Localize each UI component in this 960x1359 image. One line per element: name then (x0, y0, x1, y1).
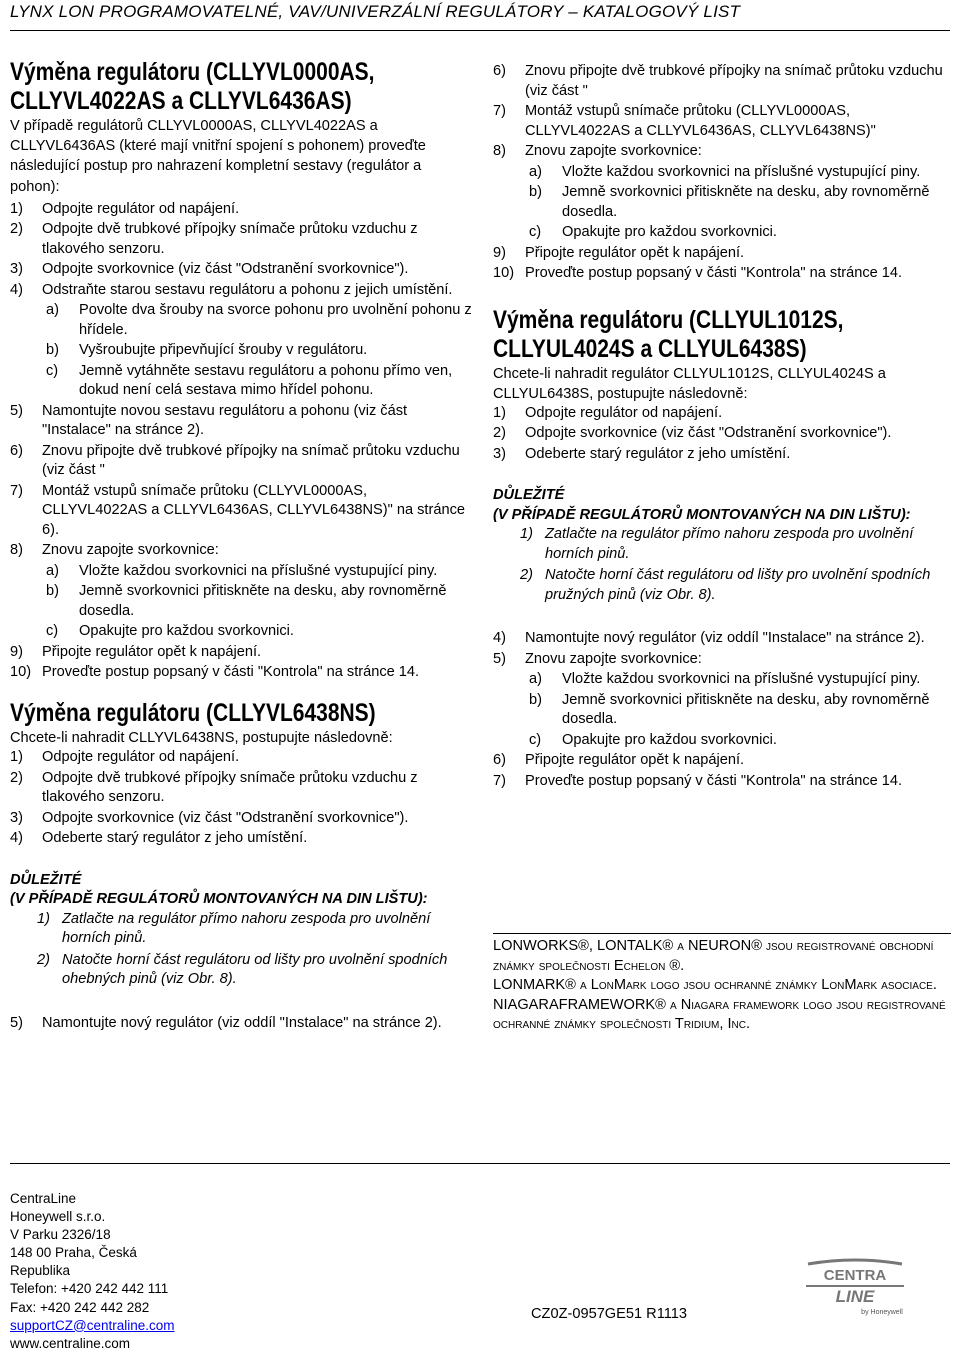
item-number: 8) (493, 143, 506, 159)
item-number: 2) (37, 951, 50, 968)
item-number: a) (529, 671, 542, 688)
item-number: c) (46, 362, 59, 379)
sub-step-item (10, 362, 472, 401)
step-list (10, 200, 472, 301)
step-list (10, 402, 472, 561)
item-text: Odeberte starý regulátor z jeho umístění. (42, 830, 308, 847)
important-note (493, 486, 953, 605)
trademark-notes (493, 937, 953, 1035)
item-text: Znovu zapojte svorkovnice: (42, 542, 219, 559)
item-number: 3) (10, 809, 23, 826)
page-header-title: LYNX LON PROGRAMOVATELNÉ, VAV/UNIVERZÁLNÍ REGULÁTORY – KATALOGOVÝ LIST (10, 2, 741, 21)
item-text: Odpojte regulátor od napájení. (42, 749, 240, 766)
sub-step-item (10, 341, 472, 361)
item-text: Vložte každou svorkovnici na příslušné vystupující piny. (79, 562, 438, 579)
item-text: Znovu zapojte svorkovnice: (525, 650, 702, 667)
item-text: Připojte regulátor opět k napájení. (525, 244, 745, 261)
item-number: c) (529, 224, 542, 240)
item-number: a) (46, 302, 59, 319)
item-text: Proveďte postup popsaný v části "Kontrola" na stránce 14. (42, 664, 420, 681)
trademark-rule (493, 933, 951, 934)
list-item (10, 482, 472, 541)
footer-rule (10, 1163, 950, 1164)
item-number: 9) (493, 244, 506, 261)
list-item (10, 748, 472, 768)
logo-text-centra: CENTRA (823, 1267, 887, 1284)
important-step-list (10, 910, 472, 990)
item-number: 7) (493, 103, 506, 119)
step-list (493, 629, 953, 669)
item-number: 6) (493, 752, 506, 769)
item-number: 10) (493, 265, 515, 281)
list-item (10, 541, 472, 561)
item-text: Natočte horní část regulátoru od lišty pro uvolnění spodních ohebných pinů (viz Obr. 8). (62, 951, 448, 988)
important-step (493, 525, 953, 564)
address-line: Fax: +420 242 442 282 (10, 1299, 150, 1315)
item-number: 3) (493, 445, 506, 462)
logo-text-line: LINE (835, 1287, 875, 1306)
item-number: c) (46, 623, 59, 640)
item-text: Znovu připojte dvě trubkové přípojky na snímač průtoku vzduchu (viz část " (42, 442, 460, 479)
header-rule (10, 30, 950, 31)
item-text: Vložte každou svorkovnici na příslušné vystupující piny. (562, 671, 921, 688)
address-line: CentraLine (10, 1191, 77, 1206)
item-text: Odeberte starý regulátor z jeho umístění. (525, 445, 791, 462)
website-link[interactable]: www.centraline.com (10, 1335, 131, 1351)
step-list (10, 748, 472, 849)
item-text: Jemně svorkovnici přitiskněte na desku, aby rovnoměrně dosedla. (562, 184, 930, 220)
item-number: b) (529, 691, 542, 708)
item-text: Připojte regulátor opět k napájení. (525, 752, 745, 769)
item-text: Odpojte svorkovnice (viz část "Odstranění svorkovnice"). (525, 425, 892, 442)
item-number: 10) (10, 664, 32, 681)
item-text: Montáž vstupů snímače průtoku (CLLYVL0000AS, CLLYVL4022AS a CLLYVL6436AS, CLLYVL6438NS)" na stránce 6). (42, 482, 465, 538)
trademark-niagara: NIAGARAFRAMEWORK® a Niagara framework logo jsou registrované ochranné známky společnosti Tridium, Inc. (493, 996, 946, 1032)
section-intro: V případě regulátorů CLLYVL0000AS, CLLYVL4022AS a CLLYVL6436AS (které mají vnitřní spojení s pohonem) proveďte následující postup pro nahrazení kompletní sestavy (regulátor a pohon): (10, 118, 426, 195)
section-title-replace-vav (10, 58, 472, 116)
item-text: Namontujte nový regulátor (viz oddíl "Instalace" na stránce 2). (525, 630, 925, 647)
item-text: Odpojte svorkovnice (viz část "Odstranění svorkovnice"). (42, 809, 409, 826)
trademark-lonworks: LONWORKS®, LONTALK® a NEURON® jsou registrované obchodní známky společnosti Echelon ®. (493, 938, 934, 974)
item-text: Odpojte svorkovnice (viz část "Odstranění svorkovnice"). (42, 261, 409, 278)
item-number: 2) (10, 769, 23, 786)
important-step (10, 951, 472, 990)
item-number: 1) (10, 200, 23, 217)
item-number: 5) (10, 1014, 23, 1031)
step-list (493, 751, 953, 791)
step-list (493, 62, 953, 162)
sub-step-list (10, 301, 472, 401)
list-item (493, 751, 953, 771)
item-number: a) (529, 163, 542, 180)
item-text: Opakujte pro každou svorkovnici. (562, 731, 777, 748)
item-number: c) (529, 731, 542, 748)
item-text: Znovu zapojte svorkovnice: (525, 143, 702, 159)
document-number: CZ0Z-0957GE51 R1113 (531, 1306, 688, 1322)
list-item (10, 402, 472, 441)
item-number: b) (46, 583, 59, 600)
footer-address (10, 1190, 175, 1353)
sub-step-item (493, 670, 953, 690)
item-number: 1) (37, 910, 50, 927)
sub-step-item (10, 562, 472, 582)
important-step-list (493, 525, 953, 605)
item-text: Znovu připojte dvě trubkové přípojky na snímač průtoku vzduchu (viz část " (525, 63, 943, 99)
item-number: a) (46, 562, 59, 579)
address-line: Telefon: +420 242 442 111 (10, 1281, 169, 1297)
item-number: 1) (520, 526, 533, 543)
logo-text-by: by Honeywell (861, 1309, 903, 1316)
trademark-lonmark: LONMARK® a LonMark logo jsou ochranné známky LonMark asociace. (493, 977, 937, 993)
important-subtitle: (V PŘÍPADĚ REGULÁTORŮ MONTOVANÝCH NA DIN LIŠTU): (493, 506, 911, 523)
item-text: Připojte regulátor opět k napájení. (42, 643, 262, 660)
sub-step-list (493, 163, 953, 243)
list-item (10, 829, 472, 849)
item-number: 6) (10, 442, 23, 459)
list-item (493, 142, 953, 162)
item-text: Vyšroubujte připevňující šrouby v regulátoru. (79, 342, 368, 359)
list-item (10, 260, 472, 280)
item-number: 7) (10, 482, 23, 499)
step-list (10, 643, 472, 683)
item-text: Vložte každou svorkovnici na příslušné vystupující piny. (562, 163, 921, 180)
item-text: Jemně svorkovnici přitiskněte na desku, aby rovnoměrně dosedla. (79, 583, 447, 619)
list-item (10, 663, 472, 683)
sub-step-item (10, 301, 472, 340)
important-subtitle: (V PŘÍPADĚ REGULÁTORŮ MONTOVANÝCH NA DIN LIŠTU): (10, 891, 428, 908)
list-item (10, 220, 472, 259)
item-number: 4) (10, 830, 23, 847)
sub-step-item (493, 223, 953, 243)
address-line: Republika (10, 1263, 71, 1279)
item-text: Natočte horní část regulátoru od lišty pro uvolnění spodních pružných pinů (viz Obr. 8). (545, 567, 931, 603)
list-item (10, 442, 472, 481)
list-item (493, 404, 953, 424)
item-text: Proveďte postup popsaný v části "Kontrola" na stránce 14. (525, 772, 903, 789)
item-text: Opakujte pro každou svorkovnici. (79, 623, 294, 640)
item-text: Povolte dva šrouby na svorce pohonu pro uvolnění pohonu z hřídele. (79, 302, 472, 338)
important-note (10, 871, 472, 990)
item-number: 6) (493, 63, 506, 79)
section-title-replace-6438ns: Výměna regulátoru (CLLYVL6438NS) (10, 698, 376, 727)
item-number: 9) (10, 643, 23, 660)
sub-step-item (493, 183, 953, 222)
list-item (493, 264, 953, 284)
address-line: Honeywell s.r.o. (10, 1209, 106, 1225)
important-title: DŮLEŽITÉ (10, 871, 82, 888)
list-item (10, 281, 472, 301)
list-item (10, 200, 472, 220)
section-title-line-2: CLLYVL4022AS a CLLYVL6436AS) (10, 87, 352, 115)
important-step (493, 566, 953, 605)
important-step (10, 910, 472, 949)
step-list (493, 244, 953, 284)
item-text: Opakujte pro každou svorkovnici. (562, 224, 777, 240)
item-number: 5) (493, 650, 506, 667)
list-item (10, 1014, 472, 1034)
item-text: Odstraňte starou sestavu regulátoru a pohonu z jejich umístění. (42, 281, 453, 298)
list-item (10, 809, 472, 829)
important-title: DŮLEŽITÉ (493, 487, 565, 504)
item-text: Zatlačte na regulátor přímo nahoru zespoda pro uvolnění horních pinů. (62, 910, 431, 947)
address-line: 148 00 Praha, Česká (10, 1245, 137, 1261)
right-column (493, 62, 953, 792)
section-intro: Chcete-li nahradit CLLYVL6438NS, postupujte následovně: (10, 729, 393, 746)
section-title-replace-ul (493, 306, 955, 364)
list-item (493, 62, 953, 101)
item-number: 7) (493, 772, 506, 789)
sub-step-item (493, 163, 953, 183)
item-text: Namontujte novou sestavu regulátoru a pohonu (viz část "Instalace" na stránce 2). (42, 402, 408, 439)
step-list (493, 404, 953, 465)
sub-step-item (10, 582, 472, 621)
item-text: Odpojte regulátor od napájení. (42, 200, 240, 217)
address-lines (10, 1190, 175, 1317)
section-title-line-1: Výměna regulátoru (CLLYVL0000AS, (10, 58, 375, 86)
support-email-link[interactable]: supportCZ@centraline.com (10, 1317, 175, 1333)
item-number: 4) (10, 281, 23, 298)
list-item (493, 445, 953, 465)
item-number: 2) (520, 567, 533, 584)
logo-arc (808, 1260, 902, 1264)
sub-step-item (493, 691, 953, 730)
list-item (493, 424, 953, 444)
item-number: 8) (10, 542, 23, 559)
item-text: Odpojte dvě trubkové přípojky snímače průtoku vzduchu z tlakového senzoru. (42, 221, 418, 257)
section-intro: Chcete-li nahradit regulátor CLLYUL1012S, CLLYUL4024S a CLLYUL6438S, postupujte následovně: (493, 365, 886, 402)
sub-step-item (493, 731, 953, 751)
item-text: Namontujte nový regulátor (viz oddíl "Instalace" na stránce 2). (42, 1014, 442, 1031)
item-text: Zatlačte na regulátor přímo nahoru zespoda pro uvolnění horních pinů. (545, 526, 914, 562)
left-column (10, 58, 472, 1034)
item-number: b) (46, 342, 59, 359)
item-number: 1) (10, 749, 23, 766)
item-text: Odpojte dvě trubkové přípojky snímače průtoku vzduchu z tlakového senzoru. (42, 769, 418, 806)
item-number: b) (529, 184, 542, 200)
item-number: 2) (10, 221, 23, 238)
section-title-line-1: Výměna regulátoru (CLLYUL1012S, (493, 305, 844, 334)
item-text: Montáž vstupů snímače průtoku (CLLYVL0000AS, CLLYVL4022AS a CLLYVL6436AS, CLLYVL6438NS)" (525, 103, 876, 139)
item-number: 4) (493, 630, 506, 647)
item-number: 1) (493, 404, 506, 421)
item-text: Odpojte regulátor od napájení. (525, 404, 723, 421)
list-item (493, 629, 953, 649)
sub-step-list (493, 670, 953, 750)
list-item (493, 102, 953, 141)
list-item (493, 772, 953, 792)
list-item (10, 643, 472, 663)
sub-step-list (10, 562, 472, 642)
item-text: Jemně svorkovnici přitiskněte na desku, aby rovnoměrně dosedla. (562, 691, 930, 728)
item-text: Proveďte postup popsaný v části "Kontrola" na stránce 14. (525, 265, 903, 281)
list-item (10, 769, 472, 808)
section-title-line-2: CLLYUL4024S a CLLYUL6438S) (493, 334, 807, 363)
item-number: 3) (10, 261, 23, 278)
centraline-logo (800, 1258, 910, 1318)
item-number: 5) (10, 402, 23, 419)
item-number: 2) (493, 425, 506, 442)
item-text: Jemně vytáhněte sestavu regulátoru a pohonu přímo ven, dokud není celá sestava mimo hřídel pohonu. (79, 362, 453, 399)
list-item (493, 244, 953, 264)
list-item (493, 650, 953, 670)
sub-step-item (10, 622, 472, 642)
address-line: V Parku 2326/18 (10, 1227, 111, 1243)
